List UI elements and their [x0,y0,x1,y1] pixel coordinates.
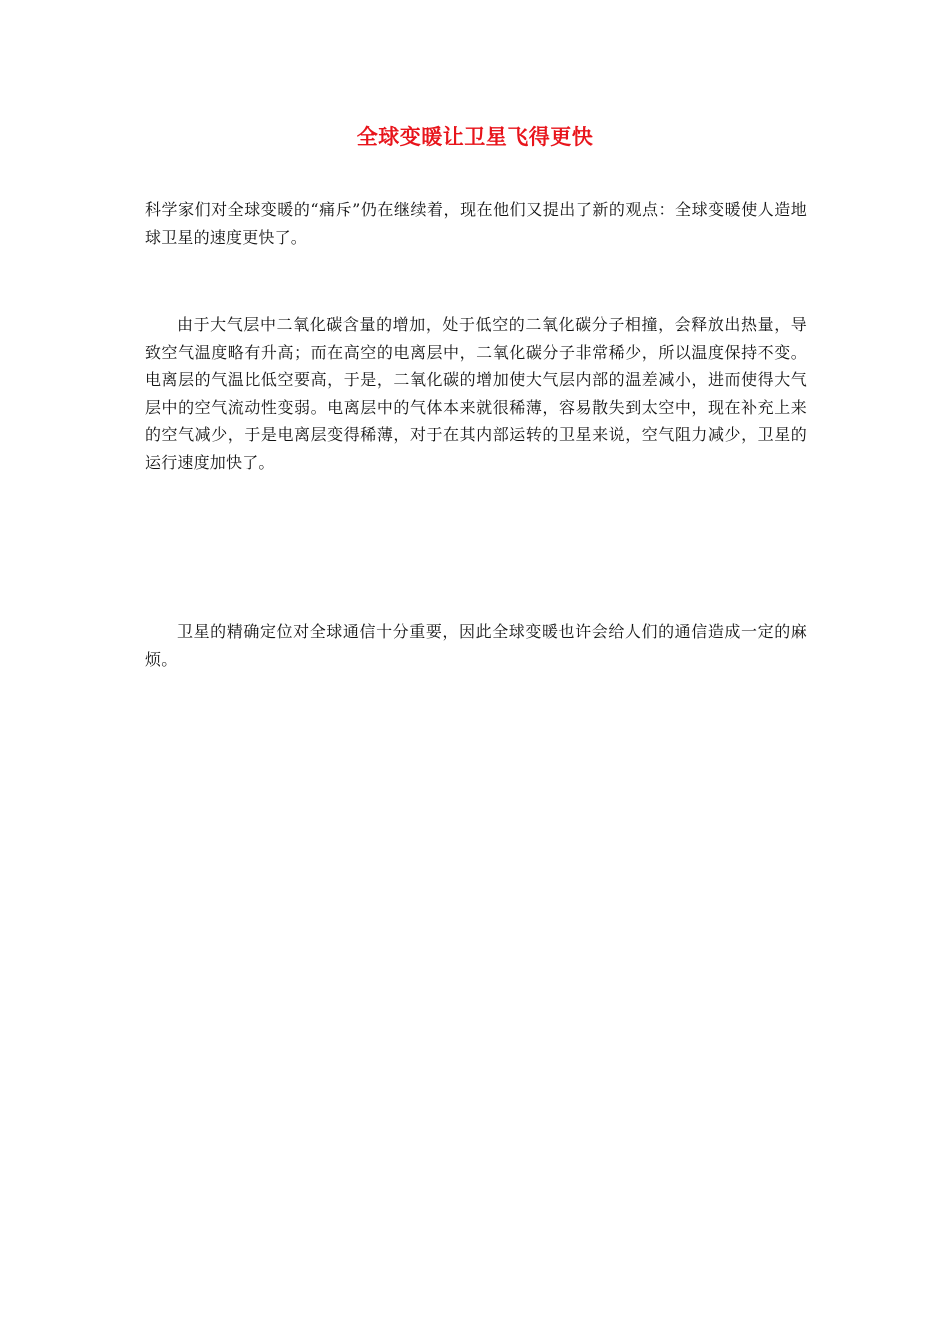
paragraph-conclusion: 卫星的精确定位对全球通信十分重要，因此全球变暖也许会给人们的通信造成一定的麻烦。 [145,622,807,669]
paragraph-explanation: 由于大气层中二氧化碳含量的增加，处于低空的二氧化碳分子相撞，会释放出热量，导致空气温度略有升高；而在高空的电离层中，二氧化碳分子非常稀少，所以温度保持不变。电离层的气温比低空要高，于是，二氧化碳的增加使大气层内部的温差减小，进而使得大气层中的空气流动性变弱。电离层中的气体本来就很稀薄，容易散失到太空中，现在补充上来的空气减少，于是电离层变得稀薄，对于在其内部运转的卫星来说，空气阻力减少，卫星的运行速度加快了。 [145,315,807,472]
document-title: 全球变暖让卫星飞得更快 [356,124,594,149]
paragraph-intro: 科学家们对全球变暖的“痛斥”仍在继续着，现在他们又提出了新的观点：全球变暖使人造地球卫星的速度更快了。 [145,200,807,247]
